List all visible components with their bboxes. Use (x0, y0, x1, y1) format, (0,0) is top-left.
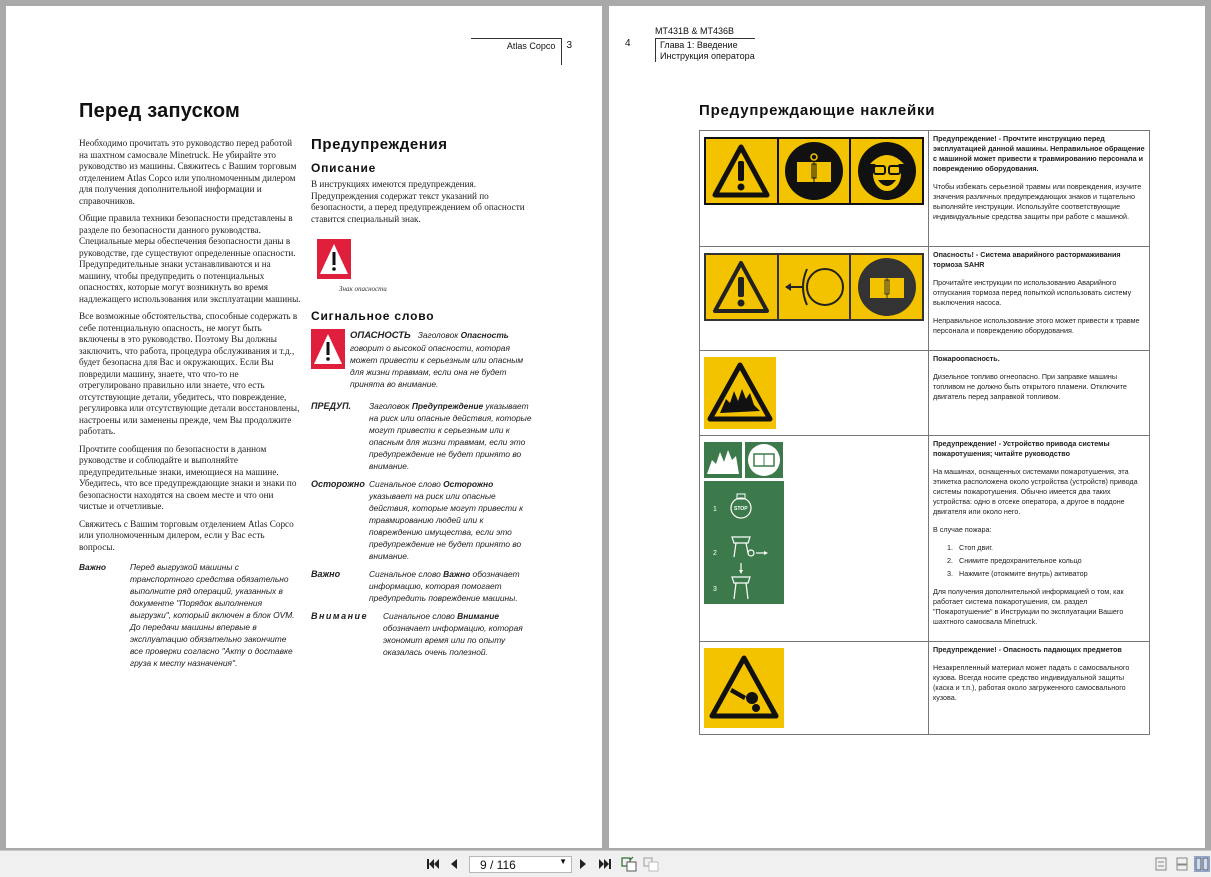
sticker-description (929, 642, 1150, 735)
ppe-helmet-goggles-icon (851, 139, 922, 203)
paragraph: Все возможные обстоятельства, способные содержать в себе потенциальную опасность, не могут быть включены в это руководство. Поэтому Вы должны заключить, что работа, процедура обслуживания и т.д., будет безопасна для Вас и окружающих. Если Вы повредили машину, знаете, что что-то не отрегулировано правильно или знаете, что есть отсутствующие детали, убедитесь, что повреждение, регулировка или отсутствующие детали восстановлены, настроены или заменены прежде, чем Вы продолжите работать. (79, 311, 300, 436)
paragraph: Прочтите сообщения по безопасности в данном руководстве и соблюдайте и выполняйте предупредительные знаки, имеющиеся на машине. Убедитесь, что все предупреждающие знаки и знаки по безопасности находятся на своем месте и что они чистые и отчетливые. (79, 443, 297, 511)
stickers-table (699, 130, 1150, 735)
signal-bold: Важно (443, 569, 471, 579)
warning-triangle-icon (706, 139, 777, 203)
chevron-down-icon[interactable]: ▼ (559, 857, 567, 866)
sticker-text: Дизельное топливо огнеопасно. При заправке машины топливом не должно быть открытого пламени. Отключите двигатель перед заправкой топливом. (933, 372, 1127, 401)
sticker-image-cell (700, 642, 929, 735)
table-row (700, 247, 1150, 351)
sticker-text: Неправильное использование этого может привести к травме персонала и повреждению оборудования. (933, 316, 1140, 335)
falling-objects-icon (704, 648, 784, 728)
header-chapter (655, 38, 755, 62)
read-manual-icon (851, 255, 922, 319)
header-model: MT431B & MT436B (655, 26, 735, 36)
previous-page-button[interactable] (446, 856, 462, 872)
signal-text: говорит о высокой опасности, которая может привести к серьезным или опасным для жизни травмам, если она не будет принята во внимание. (350, 343, 524, 389)
sticker-text: В случае пожара: (933, 525, 992, 534)
last-page-button[interactable] (597, 856, 613, 872)
danger-sign-icon (317, 239, 351, 279)
section-title: Инструкция оператора (660, 51, 755, 61)
signal-label: Осторожно (311, 479, 365, 489)
signal-label: ОПАСНОСТЬ (350, 330, 411, 341)
signal-label: Внимание (311, 611, 369, 621)
signal-lead: Заголовок (417, 330, 461, 340)
description-heading: Описание (311, 161, 377, 175)
signal-text: указывает на риск или опасные действия, которые могут привести к серьезным или к опасным для жизни травмам, если это предупреждение не будет принято во внимание. (369, 401, 532, 471)
fire-suppression-steps-icon (704, 481, 784, 604)
signal-word-caution (311, 478, 536, 562)
sticker-image-cell (700, 351, 929, 436)
list-item: 3. Нажмите (отожмите внутрь) активатор (955, 569, 1145, 579)
intro-column (79, 138, 301, 669)
chapter-title: Глава 1: Введение (660, 40, 738, 50)
description-text: В инструкциях имеются предупреждения. Предупреждения содержат текст указаний по безопасности, а перед предупреждением об опасности ставится специальный знак. (311, 179, 525, 224)
sticker-text: Незакрепленный материал может падать с самосвального кузова. Всегда носите средство индивидуальной защиты (каска и т.п.), работая около загруженного самосвального кузова. (933, 663, 1130, 702)
signal-text: обозначает информацию, которая экономит время или по опыту оказалась очень полезной. (383, 623, 523, 657)
svg-text:2: 2 (713, 550, 717, 557)
signal-bold: Предупреждение (411, 401, 484, 411)
signal-lead: Сигнальное слово (369, 569, 444, 579)
sticker-description (929, 351, 1150, 436)
danger-sign-icon (311, 329, 347, 369)
sticker-footer: Для получения дополнительной информацией о том, как работает система пожаротушения, см. раздел "Пожаротушение" в Инструкции по эксплуатации Вашего шахтного самосвала Minetruck. (933, 587, 1124, 626)
signal-word-heading: Сигнальное слово (311, 309, 435, 323)
note-label: Важно (79, 562, 107, 572)
warnings-heading: Предупреждения (311, 136, 448, 153)
sticker-description (929, 131, 1150, 247)
page-title: Предупреждающие наклейки (699, 102, 936, 119)
go-forward-view-icon[interactable] (643, 856, 659, 872)
fire-icon (704, 442, 742, 478)
brake-release-icon (779, 255, 850, 319)
sticker-text: Прочитайте инструкции по использованию Аварийного отпускания тормоза перед попыткой использовать систему выключения насоса. (933, 278, 1132, 307)
svg-text:STOP: STOP (734, 506, 748, 512)
signal-bold: Опасность (460, 330, 509, 340)
read-manual-icon (779, 139, 850, 203)
sticker-text: Чтобы избежать серьезной травмы или повреждения, изучите значения различных предупреждающих знаков и тщательно выполняйте инструкции. Используйте соответствующие индивидуальные средства защиты при работе с машиной. (933, 182, 1142, 221)
page-number: 3 (561, 38, 572, 65)
signal-word-warning (311, 400, 536, 472)
two-page-view-icon[interactable] (1194, 856, 1210, 872)
page-indicator: 9 / 116 (480, 857, 516, 872)
list-item: 1. Стоп двиг. (955, 543, 1145, 553)
table-row (700, 642, 1150, 735)
sticker-title: Предупреждение! - Прочтите инструкцию перед эксплуатацией данной машины. Неправильное обращение с машиной может привести к травмированию персонала и повреждению оборудования. (933, 134, 1145, 173)
signal-lead: Заголовок (369, 401, 412, 411)
header-brand: Atlas Copco (471, 38, 561, 51)
sticker-image-cell (700, 131, 929, 247)
signal-label: ПРЕДУП. (311, 401, 352, 411)
signal-word-note (311, 610, 536, 658)
warning-triangle-icon (706, 255, 777, 319)
signal-word-danger (311, 329, 536, 390)
continuous-view-icon[interactable] (1174, 856, 1190, 872)
sticker-title: Предупреждение! - Устройство привода системы пожаротушения; читайте руководство (933, 439, 1110, 458)
go-back-view-icon[interactable] (621, 856, 637, 872)
sign-caption: Знак опасности (339, 285, 387, 293)
table-row (700, 131, 1150, 247)
sticker-text: На машинах, оснащенных системами пожаротушения, эта этикетка расположена около устройства (устройств) привода системы пожаротушения. Обычно имеется два таких устройства: одно в отсеке оператора, а другое в поддоне двигателя или около него. (933, 467, 1138, 516)
document-page-right (609, 6, 1205, 848)
svg-text:1: 1 (713, 506, 717, 513)
note-text: Перед выгрузкой машины с транспортного средства обязательно выполните ряд операций, указанных в документе "Порядок выполнения выгрузки", который включен в блок OVM. До передачи машины впервые в эксплуатацию обязательно закончите все проверки согласно "Акту о доставке груза к месту назначения". (130, 562, 295, 668)
sticker-title: Опасность! - Система аварийного растормаживания тормоза SAHR (933, 250, 1121, 269)
next-page-button[interactable] (575, 856, 591, 872)
sticker-image-cell (700, 247, 929, 351)
list-item: 2. Снимите предохранительное кольцо (955, 556, 1145, 566)
warnings-column (311, 136, 536, 664)
sticker-strip (704, 137, 924, 205)
page-title: Перед запуском (79, 100, 241, 122)
sticker-title: Пожароопасность. (933, 354, 1000, 363)
signal-bold: Осторожно (443, 479, 494, 489)
table-row (700, 436, 1150, 642)
table-row (700, 351, 1150, 436)
sticker-description (929, 247, 1150, 351)
sticker-image-cell (700, 436, 929, 642)
page-header (471, 38, 572, 65)
paragraph: Общие правила техники безопасности представлены в разделе по безопасности данного руководства. Специальные меры обеспечения безопасности даны в руководстве, где существуют определенные опасности. Предупредительные знаки устанавливаются и на машину, чтобы предупредить о потенциальных опасностях, которые могут возникнуть во время надлежащего использования или эксплуатации машины. (79, 213, 301, 304)
page-number: 4 (625, 38, 631, 49)
page-number-input[interactable] (469, 856, 572, 873)
signal-bold: Внимание (457, 611, 500, 621)
read-manual-icon (745, 442, 783, 478)
fire-hazard-icon (704, 357, 776, 429)
fire-steps-list (955, 543, 1145, 579)
document-page-left (6, 6, 602, 848)
paragraph: Необходимо прочитать это руководство перед работой на шахтном самосвале Minetruck. Не убирайте это руководство из машины. Свяжитесь с Вашим торговым отделением Atlas Copco или уполномоченным дилером для получения дополнительной информации и справочников. (79, 138, 297, 206)
signal-lead: Сигнальное слово (369, 479, 444, 489)
svg-text:3: 3 (713, 586, 717, 593)
sticker-description (929, 436, 1150, 642)
sticker-title: Предупреждение! - Опасность падающих предметов (933, 645, 1122, 654)
page-header (625, 26, 755, 62)
signal-lead: Сигнальное слово (383, 611, 458, 621)
single-page-view-icon[interactable] (1153, 856, 1169, 872)
paragraph: Свяжитесь с Вашим торговым отделением Atlas Copco или уполномоченным дилером, если у Вас есть вопросы. (79, 518, 294, 552)
first-page-button[interactable] (425, 856, 441, 872)
signal-text: указывает на риск или опасные действия, которые могут привести к травмированию людей или к повреждению имущества, если это предупреждение не будет принято во внимание. (369, 491, 524, 561)
signal-label: Важно (311, 569, 341, 579)
viewer-toolbar (0, 850, 1211, 877)
important-note (79, 561, 301, 669)
sticker-strip (704, 253, 924, 321)
signal-word-important (311, 568, 536, 604)
signal-text: обозначает информацию, которая помогает предупредить повреждение машины. (369, 569, 520, 603)
